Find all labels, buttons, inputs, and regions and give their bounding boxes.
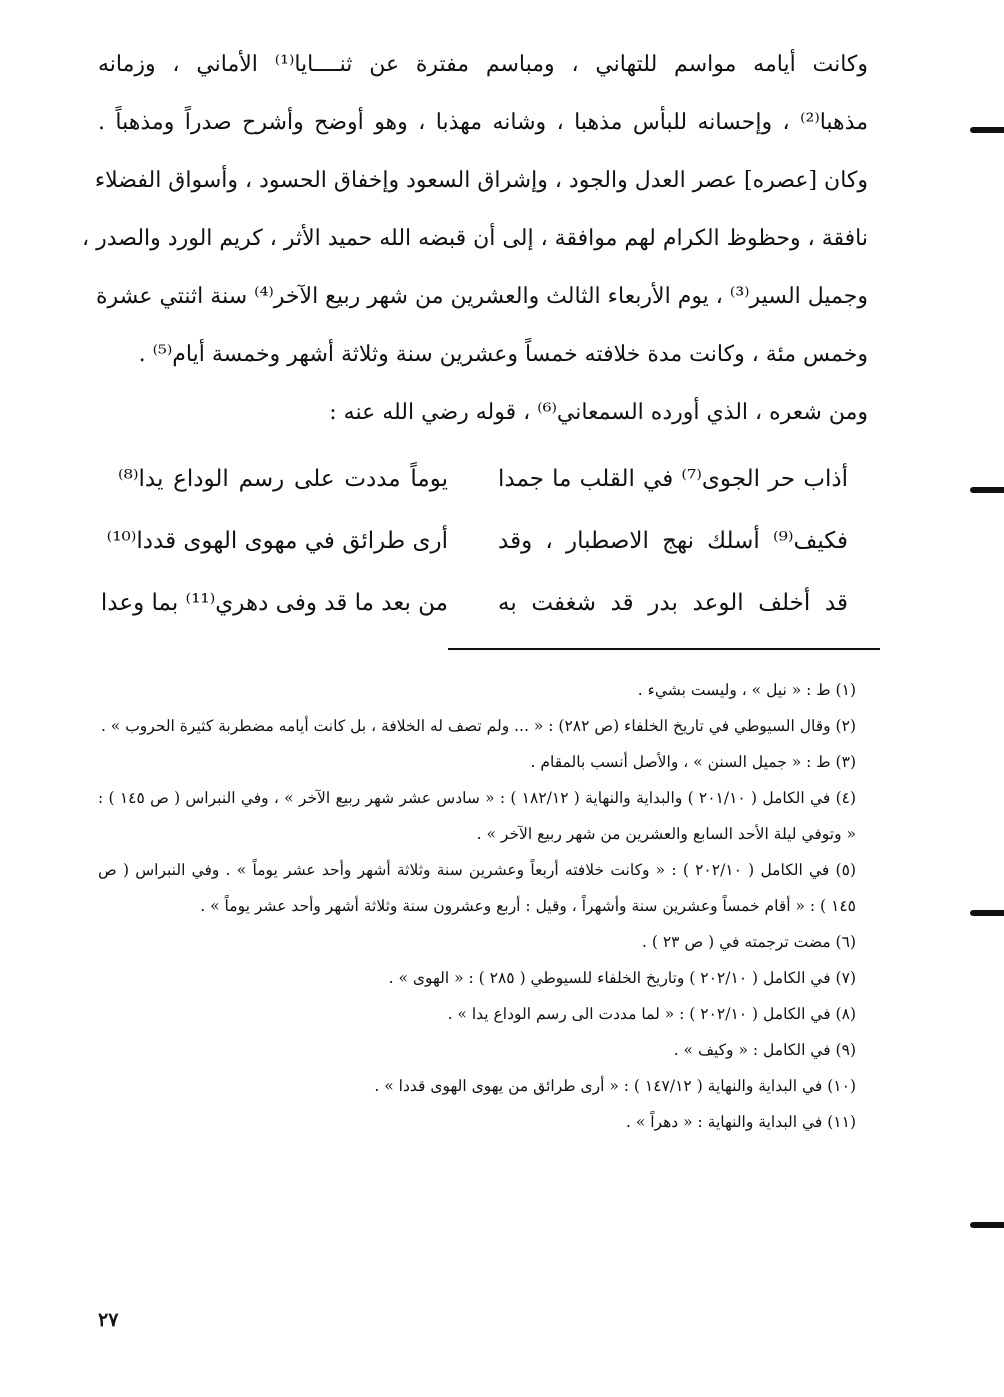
verse-first-hemistich: فكيف⁽⁹⁾ أسلك نهج الاصطبار ، وقد — [498, 528, 848, 554]
text-line: وكان [عصره] عصر العدل والجود ، وإشراق السعود وإخفاق الحسود ، وأسواق الفضلاء — [94, 168, 868, 193]
footnote: (٨) في الكامل ( ٢٠٢/١٠ ) : « لما مددت الى رسم الوداع يدا » . — [447, 1005, 856, 1023]
footnote: (٣) ط : « جميل السنن » ، والأصل أنسب بالمقام . — [530, 753, 856, 771]
footnote: (١١) في البداية والنهاية : « دهراً » . — [625, 1113, 856, 1131]
footnote: (١) ط : « نيل » ، وليست بشيء . — [637, 681, 856, 699]
text-line: نافقة ، وحظوظ الكرام لهم موافقة ، إلى أن قبضه الله حميد الأثر ، كريم الورد والصدر ، — [82, 226, 868, 251]
main-text — [82, 36, 868, 384]
footnote: (٧) في الكامل ( ٢٠٢/١٠ ) وتاريخ الخلفاء للسيوطي ( ٢٨٥ ) : « الهوى » . — [388, 969, 856, 987]
verse-first-hemistich: أذاب حر الجوى⁽⁷⁾ في القلب ما جمدا — [498, 466, 848, 492]
poem-intro: ومن شعره ، الذي أورده السمعاني⁽⁶⁾ ، قوله رضي الله عنه : — [329, 400, 868, 425]
footnote-separator — [448, 648, 880, 650]
verse-first-hemistich: قد أخلف الوعد بدر قد شغفت به — [498, 590, 848, 616]
footnote: (٤) في الكامل ( ٢٠١/١٠ ) والبداية والنهاية ( ١٨٢/١٢ ) : « سادس عشر شهر ربيع الآخر » ، وفي النبراس ( ص ١٤٥ ) : « وتوفي ليلة الأحد السابع والعشرين من شهر ربيع الآخر » . — [98, 789, 857, 843]
footnote: (٦) مضت ترجمته في ( ص ٢٣ ) . — [642, 933, 856, 951]
text-line: وخمس مئة ، وكانت مدة خلافته خمساً وعشرين سنة وثلاثة أشهر وخمسة أيام⁽⁵⁾ . — [138, 342, 868, 367]
verse — [100, 572, 848, 634]
verse-second-hemistich: من بعد ما قد وفى دهري⁽¹¹⁾ بما وعدا — [100, 590, 448, 616]
footnotes — [98, 672, 856, 1140]
verse — [106, 510, 848, 572]
footnote: (٩) في الكامل : « وكيف » . — [673, 1041, 856, 1059]
poem — [100, 448, 848, 634]
verse-second-hemistich: أرى طرائق في مهوى الهوى قددا⁽¹⁰⁾ — [106, 528, 448, 554]
page-number: ٢٧ — [98, 1309, 119, 1331]
text-line: وكانت أيامه مواسم للتهاني ، ومباسم مفترة عن ثنــــايا⁽¹⁾ الأماني ، وزمانه — [98, 52, 868, 77]
verse-second-hemistich: يوماً مددت على رسم الوداع يدا⁽⁸⁾ — [118, 466, 448, 492]
footnote: (٢) وقال السيوطي في تاريخ الخلفاء (ص ٢٨٢) : « ... ولم تصف له الخلافة ، بل كانت أيامه مضطربة كثيرة الحروب » . — [100, 717, 856, 735]
text-line: مذهبا⁽²⁾ ، وإحسانه للبأس مذهبا ، وشانه مهذبا ، وهو أوضح وأشرح صدراً ومذهباً . — [98, 110, 868, 135]
margin-mark — [970, 1222, 1004, 1228]
margin-mark — [970, 127, 1004, 133]
verse — [118, 448, 848, 510]
text-line: وجميل السير⁽³⁾ ، يوم الأربعاء الثالث والعشرين من شهر ربيع الآخر⁽⁴⁾ سنة اثنتي عشرة — [96, 284, 868, 309]
footnote: (١٠) في البداية والنهاية ( ١٤٧/١٢ ) : « أرى طرائق من يهوى الهوى قددا » . — [374, 1077, 856, 1095]
margin-mark — [970, 487, 1004, 493]
footnote: (٥) في الكامل ( ٢٠٢/١٠ ) : « وكانت خلافته أربعاً وعشرين سنة وثلاثة أشهر وأحد عشر يوماً » . وفي النبراس ( ص ١٤٥ ) : « أقام خمساً وعشرين سنة وأشهراً ، وقيل : أربع وعشرون سنة وثلاثة أشهر وأحد عشر يوماً » . — [98, 861, 856, 915]
margin-mark — [970, 910, 1004, 916]
